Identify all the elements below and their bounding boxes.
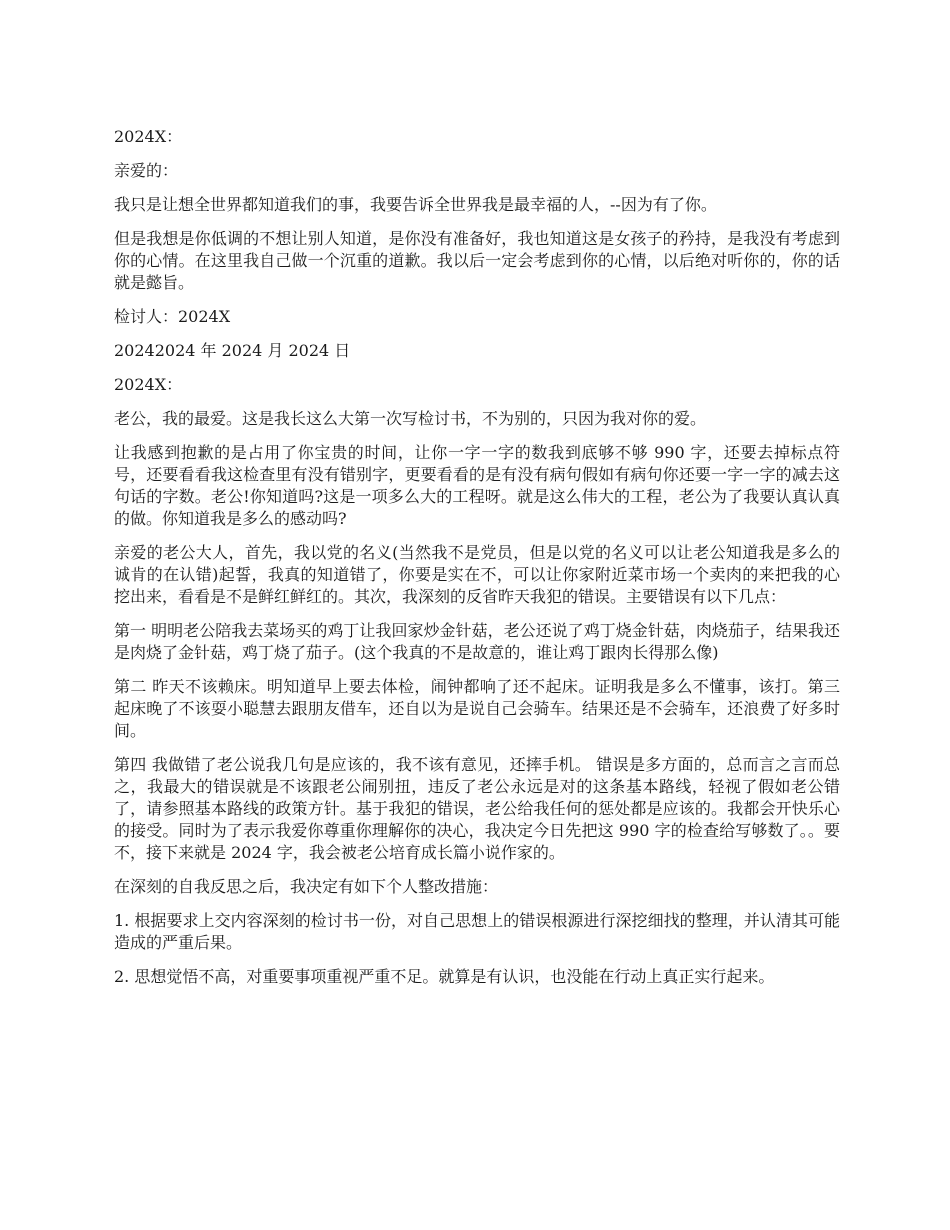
paragraph-error-2-3: 第二 昨天不该赖床。明知道早上要去体检，闹钟都响了还不起床。证明我是多么不懂事，该打。第三 起床晚了不该耍小聪慧去跟朋友借车，还自以为是说自己会骑车。结果还是不会骑车，还浪费了好多时间。 <box>114 677 840 740</box>
document-page <box>114 126 840 1000</box>
signature-date: 20242024 年 2024 月 2024 日 <box>114 341 351 360</box>
paragraph-time-apology: 让我感到抱歉的是占用了你宝贵的时间，让你一字一字的数我到底够不够 990 字，还要去掉标点符号，还要看看我这检查里有没有错别字，更要看看的是有没有病句假如有病句你还要一字一字的减去这句话的字数。老公!你知道吗?这是一项多么大的工程呀。就是这么伟大的工程，老公为了我要认真认真的做。你知道我是多么的感动吗? <box>114 443 840 528</box>
paragraph-measures-intro: 在深刻的自我反思之后，我决定有如下个人整改措施： <box>114 877 499 896</box>
list-item-measure-2: 2. 思想觉悟不高，对重要事项重视严重不足。就算是有认识，也没能在行动上真正实行起来。 <box>114 967 775 986</box>
list-item-measure-1: 1. 根据要求上交内容深刻的检讨书一份，对自己思想上的错误根源进行深挖细找的整理，并认清其可能造成的严重后果。 <box>114 911 840 952</box>
paragraph-husband-love: 老公，我的最爱。这是我长这么大第一次写检讨书，不为别的，只因为我对你的爱。 <box>114 409 707 428</box>
paragraph-error-4: 第四 我做错了老公说我几句是应该的，我不该有意见，还摔手机。 错误是多方面的，总而言之言而总之，我最大的错误就是不该跟老公闹别扭，违反了老公永远是对的这条基本路线，轻视了假如老公错了，请参照基本路线的政策方针。基于我犯的错误，老公给我任何的惩处都是应该的。我都会开快乐心的接受。同时为了表示我爱你尊重你理解你的决心，我决定今日先把这 990 字的检查给写够数了。。要不，接下来就是 2024 字，我会被老公培育成长篇小说作家的。 <box>114 755 840 862</box>
paragraph-vow: 亲爱的老公大人，首先，我以党的名义(当然我不是党员，但是以党的名义可以让老公知道我是多么的诚肯的在认错)起誓，我真的知道错了，你要是实在不，可以让你家附近菜市场一个卖肉的来把我的心挖出来，看看是不是鲜红鲜红的。其次，我深刻的反省昨天我犯的错误。主要错误有以下几点： <box>114 543 840 606</box>
paragraph-world-know: 我只是让想全世界都知道我们的事，我要告诉全世界我是最幸福的人，--因为有了你。 <box>114 195 717 214</box>
paragraph-apology: 但是我想是你低调的不想让别人知道，是你没有准备好，我也知道这是女孩子的矜持，是我没有考虑到你的心情。在这里我自己做一个沉重的道歉。我以后一定会考虑到你的心情，以后绝对听你的，你的话就是懿旨。 <box>114 229 840 292</box>
paragraph-error-1: 第一 明明老公陪我去菜场买的鸡丁让我回家炒金针菇，老公还说了鸡丁烧金针菇，肉烧茄子，结果我还是肉烧了金针菇，鸡丁烧了茄子。(这个我真的不是故意的，谁让鸡丁跟肉长得那么像) <box>114 621 840 662</box>
salutation-date-1: 2024X： <box>114 127 183 146</box>
signature-reviewer: 检讨人：2024X <box>114 307 231 326</box>
salutation-dear: 亲爱的： <box>114 161 179 180</box>
salutation-date-2: 2024X： <box>114 375 183 394</box>
